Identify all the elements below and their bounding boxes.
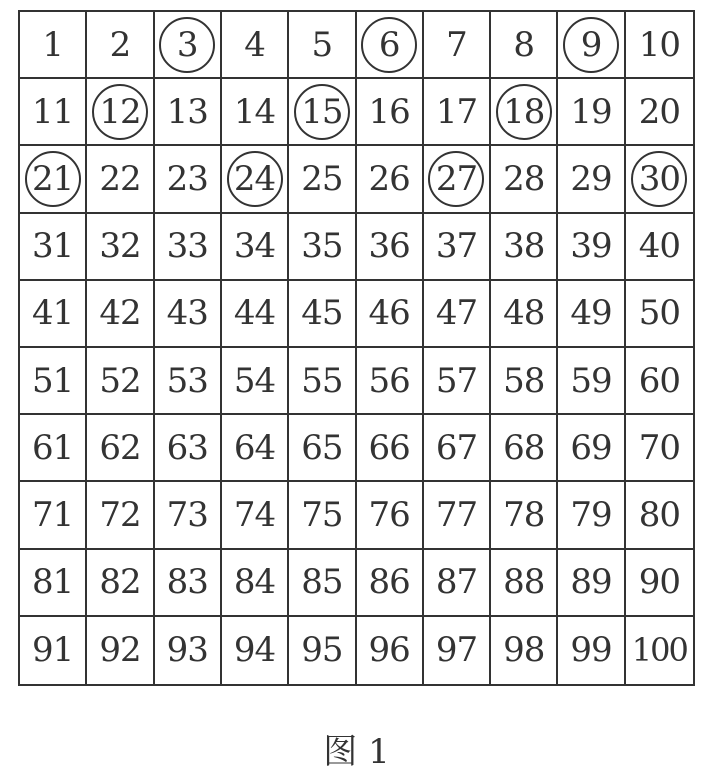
figure-caption: 图 1 (323, 732, 390, 772)
cell-number: 32 (99, 226, 141, 267)
grid-cell (222, 281, 289, 348)
grid-cell (424, 617, 491, 684)
cell-number: 65 (301, 427, 343, 468)
grid-cell (424, 482, 491, 549)
cell-number: 89 (570, 562, 612, 603)
cell-number: 66 (368, 427, 410, 468)
grid-cell (155, 214, 222, 281)
cell-number: 21 (32, 158, 74, 199)
grid-cell (155, 79, 222, 146)
cell-number: 30 (638, 158, 680, 199)
grid-cell (155, 12, 222, 79)
cell-number: 43 (166, 293, 208, 334)
grid-cell (87, 79, 154, 146)
cell-number: 37 (435, 226, 478, 267)
grid-cell (20, 281, 87, 348)
cell-number: 14 (233, 91, 276, 132)
grid-cell (424, 79, 491, 146)
cell-number: 2 (109, 24, 131, 65)
cell-number: 87 (435, 562, 478, 603)
cell-number: 46 (368, 293, 410, 334)
cell-number: 55 (301, 360, 343, 401)
cell-number: 58 (503, 360, 545, 401)
grid-cell (424, 214, 491, 281)
grid-cell (289, 214, 356, 281)
grid-cell (357, 79, 424, 146)
cell-number: 41 (32, 293, 74, 334)
grid-cell (626, 415, 693, 482)
cell-number: 59 (570, 360, 612, 401)
grid-cell (626, 146, 693, 213)
cell-number: 73 (166, 494, 208, 535)
grid-cell (491, 281, 558, 348)
cell-number: 78 (503, 494, 545, 535)
cell-number: 34 (233, 226, 276, 267)
cell-number: 23 (166, 158, 208, 199)
cell-number: 75 (301, 494, 343, 535)
cell-number: 24 (233, 158, 276, 199)
cell-number: 33 (166, 226, 208, 267)
cell-number: 84 (233, 562, 276, 603)
grid-cell (626, 79, 693, 146)
cell-number: 53 (166, 360, 208, 401)
cell-number: 12 (99, 91, 141, 132)
cell-number: 17 (435, 91, 478, 132)
grid-cell (222, 617, 289, 684)
grid-cell (357, 146, 424, 213)
grid-cell (357, 281, 424, 348)
cell-number: 40 (638, 226, 680, 267)
grid-cell (558, 550, 625, 617)
cell-number: 27 (435, 158, 478, 199)
grid-cell (289, 79, 356, 146)
grid-cell (289, 482, 356, 549)
grid-cell (20, 482, 87, 549)
grid-cell (357, 617, 424, 684)
cell-number: 51 (32, 360, 74, 401)
grid-cell (558, 482, 625, 549)
grid-cell (491, 12, 558, 79)
cell-number: 80 (638, 494, 680, 535)
grid-cell (491, 348, 558, 415)
grid-cell (87, 281, 154, 348)
grid-cell (20, 214, 87, 281)
cell-number: 4 (244, 24, 265, 65)
cell-number: 11 (32, 91, 74, 132)
grid-cell (357, 214, 424, 281)
cell-number: 13 (166, 91, 208, 132)
cell-number: 42 (99, 293, 141, 334)
cell-number: 5 (311, 24, 333, 65)
cell-number: 72 (99, 494, 141, 535)
grid-cell (155, 550, 222, 617)
cell-number: 91 (32, 630, 74, 671)
cell-number: 100 (631, 631, 687, 670)
cell-number: 35 (301, 226, 343, 267)
grid-cell (558, 214, 625, 281)
cell-number: 45 (301, 293, 343, 334)
grid-cell (558, 348, 625, 415)
grid-cell (20, 348, 87, 415)
grid-cell (87, 415, 154, 482)
grid-cell (289, 12, 356, 79)
grid-cell (222, 348, 289, 415)
cell-number: 79 (570, 494, 612, 535)
cell-number: 60 (638, 360, 680, 401)
cell-number: 74 (233, 494, 276, 535)
grid-cell (424, 348, 491, 415)
grid-cell (222, 550, 289, 617)
grid-cell (87, 146, 154, 213)
grid-cell (558, 12, 625, 79)
cell-number: 52 (99, 360, 141, 401)
cell-number: 97 (435, 630, 478, 671)
grid-cell (626, 482, 693, 549)
cell-number: 8 (513, 24, 535, 65)
cell-number: 50 (638, 293, 680, 334)
grid-cell (222, 482, 289, 549)
grid-cell (558, 617, 625, 684)
cell-number: 18 (503, 91, 545, 132)
grid-cell (289, 146, 356, 213)
grid-cell (357, 482, 424, 549)
grid-cell (20, 415, 87, 482)
grid-cell (20, 617, 87, 684)
grid-cell (222, 415, 289, 482)
grid-cell (491, 214, 558, 281)
cell-number: 31 (32, 226, 74, 267)
cell-number: 49 (570, 293, 612, 334)
cell-number: 69 (570, 427, 612, 468)
grid-cell (20, 12, 87, 79)
grid-cell (424, 281, 491, 348)
grid-cell (155, 617, 222, 684)
grid-cell (626, 12, 693, 79)
cell-number: 99 (570, 630, 612, 671)
grid-cell (626, 281, 693, 348)
cell-number: 93 (166, 630, 208, 671)
grid-cell (357, 348, 424, 415)
grid-cell (289, 348, 356, 415)
cell-number: 48 (503, 293, 545, 334)
grid-cell (626, 348, 693, 415)
cell-number: 26 (368, 158, 410, 199)
grid-cell (87, 482, 154, 549)
cell-number: 57 (435, 360, 478, 401)
grid-cell (357, 550, 424, 617)
cell-number: 29 (570, 158, 612, 199)
cell-number: 77 (435, 494, 478, 535)
grid-cell (87, 550, 154, 617)
cell-number: 1 (42, 24, 63, 65)
grid-cell (558, 146, 625, 213)
grid-cell (222, 79, 289, 146)
grid-cell (155, 415, 222, 482)
cell-number: 90 (638, 562, 680, 603)
cell-number: 86 (368, 562, 410, 603)
cell-number: 64 (233, 427, 276, 468)
cell-number: 70 (638, 427, 680, 468)
cell-number: 68 (503, 427, 545, 468)
grid-cell (87, 214, 154, 281)
cell-number: 71 (32, 494, 74, 535)
grid-cell (289, 550, 356, 617)
cell-number: 25 (301, 158, 343, 199)
cell-number: 83 (166, 562, 208, 603)
cell-number: 63 (166, 427, 208, 468)
cell-number: 9 (580, 24, 602, 65)
grid-cell (357, 415, 424, 482)
grid-cell (558, 281, 625, 348)
grid-cell (491, 550, 558, 617)
cell-number: 92 (99, 630, 141, 671)
grid-cell (222, 214, 289, 281)
cell-number: 98 (503, 630, 545, 671)
cell-number: 22 (99, 158, 141, 199)
cell-number: 15 (301, 91, 343, 132)
grid-cell (87, 617, 154, 684)
grid-cell (289, 415, 356, 482)
cell-number: 94 (233, 630, 276, 671)
grid-cell (491, 146, 558, 213)
grid-cell (626, 550, 693, 617)
cell-number: 82 (99, 562, 141, 603)
grid-cell (491, 79, 558, 146)
cell-number: 28 (503, 158, 545, 199)
cell-number: 67 (435, 427, 478, 468)
cell-number: 96 (368, 630, 410, 671)
grid-cell (222, 12, 289, 79)
cell-number: 36 (368, 226, 410, 267)
cell-number: 39 (570, 226, 612, 267)
cell-number: 38 (503, 226, 545, 267)
grid-cell (155, 348, 222, 415)
grid-cell (424, 146, 491, 213)
grid-cell (289, 617, 356, 684)
cell-number: 47 (435, 293, 478, 334)
grid-cell (87, 348, 154, 415)
cell-number: 10 (638, 24, 680, 65)
cell-number: 3 (176, 24, 198, 65)
grid-cell (87, 12, 154, 79)
grid-cell (558, 415, 625, 482)
cell-number: 85 (301, 562, 343, 603)
grid-cell (357, 12, 424, 79)
grid-cell (222, 146, 289, 213)
grid-cell (155, 482, 222, 549)
cell-number: 95 (301, 630, 343, 671)
cell-number: 54 (233, 360, 276, 401)
grid-cell (491, 617, 558, 684)
cell-number: 56 (368, 360, 410, 401)
grid-cell (626, 214, 693, 281)
grid-cell (424, 415, 491, 482)
cell-number: 7 (446, 24, 467, 65)
grid-cell (289, 281, 356, 348)
grid-cell (626, 617, 693, 684)
cell-number: 81 (32, 562, 74, 603)
grid-cell (20, 550, 87, 617)
cell-number: 6 (378, 24, 400, 65)
grid-cell (20, 146, 87, 213)
cell-number: 88 (503, 562, 545, 603)
grid-cell (491, 482, 558, 549)
cell-number: 76 (368, 494, 410, 535)
cell-number: 62 (99, 427, 141, 468)
cell-number: 19 (570, 91, 612, 132)
hundred-chart-grid (18, 10, 695, 686)
grid-cell (558, 79, 625, 146)
grid-cell (424, 12, 491, 79)
cell-number: 44 (233, 293, 276, 334)
cell-number: 61 (32, 427, 74, 468)
grid-cell (155, 281, 222, 348)
cell-number: 16 (368, 91, 410, 132)
cell-number: 20 (638, 91, 680, 132)
grid-cell (491, 415, 558, 482)
grid-cell (424, 550, 491, 617)
grid-cell (20, 79, 87, 146)
grid-cell (155, 146, 222, 213)
